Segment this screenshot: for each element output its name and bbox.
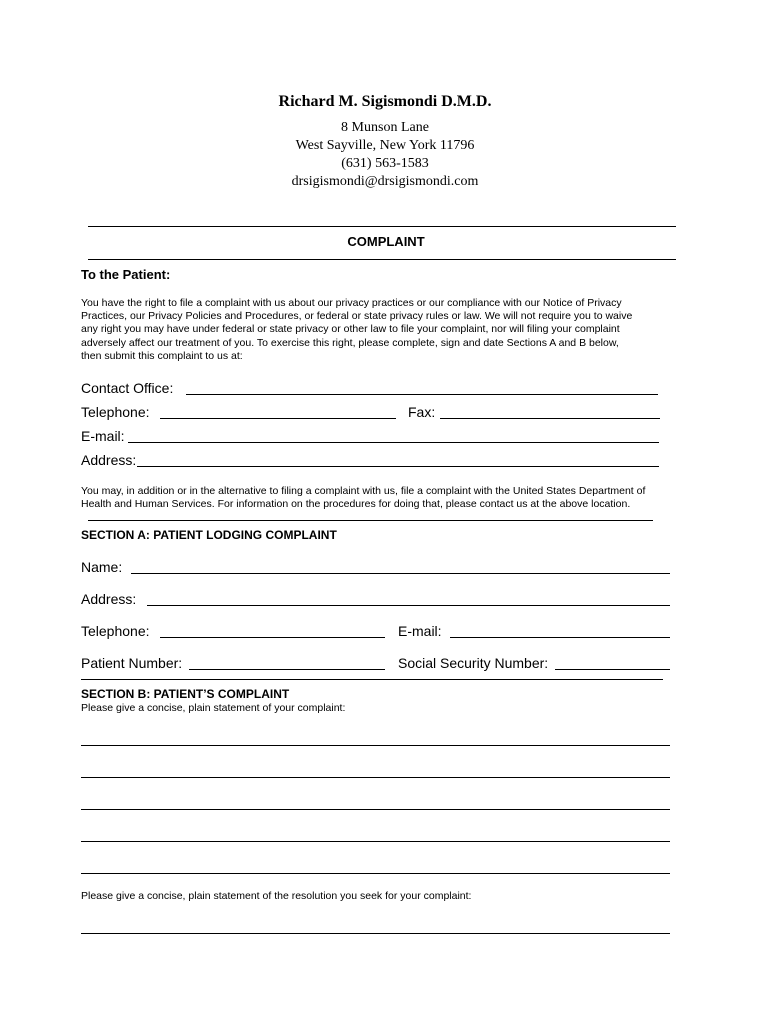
intro-line: any right you may have under federal or state privacy or other law to file your complaint, nor will filing your complaint bbox=[81, 323, 620, 336]
email-field[interactable] bbox=[450, 637, 670, 638]
intro-line: Practices, our Privacy Policies and Procedures, or federal or state privacy rules or law. We will not require you to waive bbox=[81, 310, 633, 323]
complaint-line[interactable] bbox=[81, 841, 670, 842]
contact-email-field[interactable] bbox=[128, 442, 659, 443]
complaint-prompt: Please give a concise, plain statement of your complaint: bbox=[81, 702, 346, 714]
patient-number-label: Patient Number: bbox=[81, 655, 183, 671]
section-a-heading: SECTION A: PATIENT LODGING COMPLAINT bbox=[81, 528, 337, 542]
alternative-line: Health and Human Services. For information on the procedures for doing that, please contact us at the above location. bbox=[81, 498, 631, 511]
patient-number-field[interactable] bbox=[189, 669, 385, 670]
alternative-line: You may, in addition or in the alternative to filing a complaint with us, file a complaint with the United States Department of bbox=[81, 485, 646, 497]
section-a-top-rule bbox=[88, 520, 653, 521]
letterhead-email: drsigismondi@drsigismondi.com bbox=[291, 174, 479, 189]
telephone-label: Telephone: bbox=[81, 623, 150, 639]
letterhead-city: West Sayville, New York 11796 bbox=[295, 138, 475, 153]
intro-line: adversely affect our treatment of you. To exercise this right, please complete, sign and date Sections A and B below, bbox=[81, 336, 619, 349]
name-label: Name: bbox=[81, 559, 123, 575]
email-label: E-mail: bbox=[398, 623, 442, 639]
section-b-heading: SECTION B: PATIENT’S COMPLAINT bbox=[81, 687, 290, 701]
contact-address-label: Address: bbox=[81, 452, 137, 468]
address-label: Address: bbox=[81, 591, 137, 607]
name-field[interactable] bbox=[131, 573, 670, 574]
intro-paragraph bbox=[81, 297, 701, 363]
intro-line: You have the right to file a complaint with us about our privacy practices or our compliance with our Notice of Privacy bbox=[81, 297, 622, 309]
letterhead-street: 8 Munson Lane bbox=[341, 120, 429, 135]
ssn-label: Social Security Number: bbox=[398, 655, 549, 671]
ssn-field[interactable] bbox=[555, 669, 670, 670]
contact-fax-field[interactable] bbox=[440, 418, 660, 419]
complaint-line[interactable] bbox=[81, 745, 670, 746]
telephone-field[interactable] bbox=[160, 637, 385, 638]
address-field[interactable] bbox=[147, 605, 670, 606]
resolution-prompt: Please give a concise, plain statement of the resolution you seek for your complaint: bbox=[81, 890, 472, 902]
complaint-line[interactable] bbox=[81, 777, 670, 778]
contact-address-field[interactable] bbox=[137, 466, 659, 467]
contact-telephone-field[interactable] bbox=[160, 418, 396, 419]
complaint-line[interactable] bbox=[81, 809, 670, 810]
contact-telephone-label: Telephone: bbox=[81, 404, 150, 420]
contact-email-label: E-mail: bbox=[81, 428, 125, 444]
section-b-top-rule bbox=[81, 679, 663, 680]
complaint-line[interactable] bbox=[81, 873, 670, 874]
intro-line: then submit this complaint to us at: bbox=[81, 349, 243, 362]
contact-office-label: Contact Office: bbox=[81, 380, 174, 396]
title-bottom-rule bbox=[88, 259, 676, 260]
letterhead-phone: (631) 563-1583 bbox=[341, 156, 429, 171]
title-top-rule bbox=[88, 226, 676, 227]
contact-office-field[interactable] bbox=[186, 394, 658, 395]
alternative-paragraph bbox=[81, 485, 701, 511]
to-patient-heading: To the Patient: bbox=[81, 267, 171, 282]
resolution-line[interactable] bbox=[81, 933, 670, 934]
form-title: COMPLAINT bbox=[347, 234, 425, 249]
contact-fax-label: Fax: bbox=[408, 404, 436, 420]
letterhead-name: Richard M. Sigismondi D.M.D. bbox=[278, 93, 492, 110]
